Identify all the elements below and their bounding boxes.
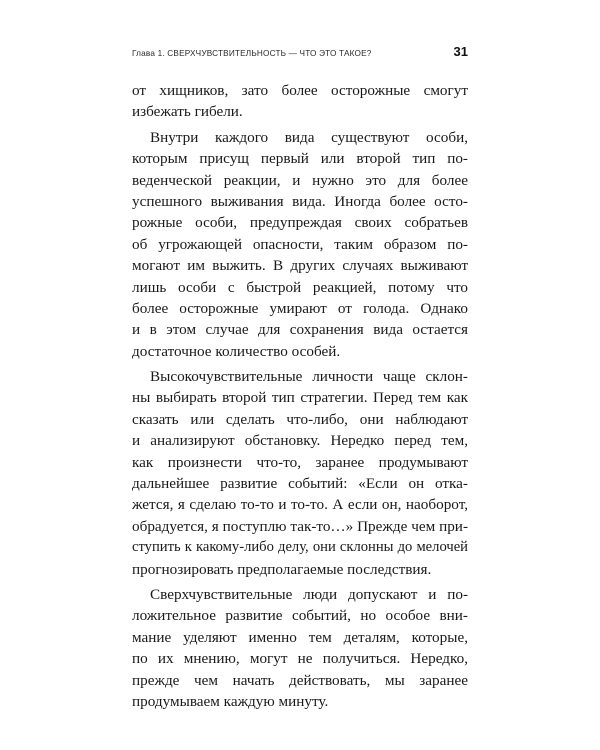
text-line: достаточное количество особей. [132, 342, 341, 360]
text-line: обрадуется, я поступлю так-то…» Прежде чем при- [132, 517, 468, 535]
paragraph [132, 584, 468, 712]
text-line: дальнейшее развитие событий: «Если он отка- [132, 475, 468, 493]
text-line: Сверхчувствительные люди допускают и по- [150, 585, 468, 603]
page-number: 31 [453, 44, 468, 59]
text-line: от хищников, зато более осторожные смогут [132, 82, 468, 99]
body-text [132, 80, 468, 712]
text-line: и в этом случае для сохранения вида остается [132, 321, 468, 339]
text-line: по их мнению, могут не получиться. Нередко, [132, 650, 468, 668]
paragraph [132, 366, 468, 580]
text-line: успешного выживания вида. Иногда более осто- [132, 192, 468, 210]
text-line: Высокочувствительные личности чаще склон- [150, 368, 468, 386]
text-line: жется, я сделаю то-то и то-то. А если он, наоборот, [132, 496, 468, 514]
text-line: Внутри каждого вида существуют особи, [150, 128, 468, 146]
text-line: могают им выжить. В других случаях выживают [132, 257, 468, 275]
text-line: ступить к какому-либо делу, они склонны до мелочей [132, 539, 468, 556]
chapter-title: Глава 1. СВЕРХЧУВСТВИТЕЛЬНОСТЬ — ЧТО ЭТО ТАКОЕ? [132, 49, 372, 58]
text-line: как произнести что-то, заранее продумывают [132, 453, 468, 471]
text-line: ложительное развитие событий, но особое вни- [132, 607, 468, 625]
text-line: и анализируют обстановку. Нередко перед тем, [132, 432, 468, 450]
text-line: продумываем каждую минуту. [132, 692, 329, 710]
text-line: лишь особи с быстрой реакцией, потому что [132, 278, 468, 296]
text-line: которым присущ первый или второй тип по- [132, 150, 468, 168]
text-line: мание уделяют именно тем деталям, которые, [132, 628, 468, 646]
paragraph [132, 80, 468, 123]
text-line: рожные особи, предупреждая своих собратьев [132, 214, 468, 232]
text-line: ны выбирать второй тип стратегии. Перед тем как [132, 389, 468, 407]
text-line: прежде чем начать действовать, мы заранее [132, 671, 468, 689]
text-line: сказать или сделать что-либо, они наблюдают [132, 410, 468, 428]
paragraph [132, 127, 468, 362]
text-line: прогнозировать предполагаемые последствия. [132, 560, 432, 578]
text-line: веденческой реакции, и нужно это для более [132, 171, 468, 189]
text-line: более осторожные умирают от голода. Однако [132, 299, 468, 317]
text-line: избежать гибели. [132, 103, 243, 121]
text-line: об угрожающей опасности, таким образом по- [132, 235, 468, 253]
running-header [132, 44, 468, 64]
